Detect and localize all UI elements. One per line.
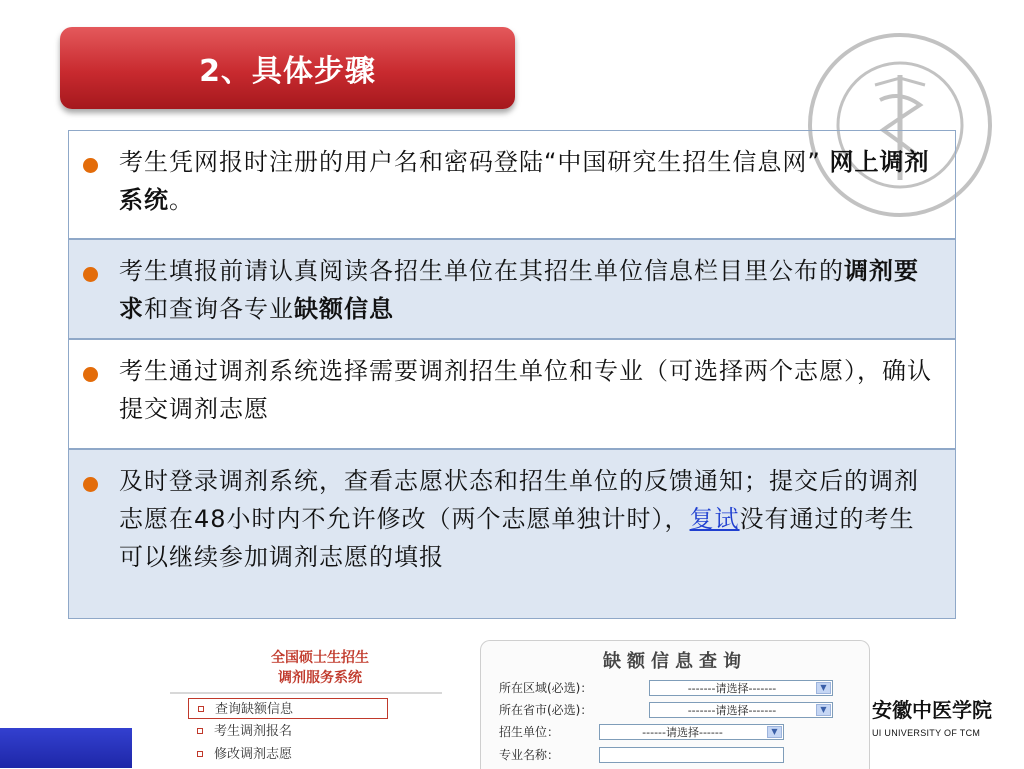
step-2-middle: 和查询各专业: [144, 295, 294, 323]
menu-item-apply[interactable]: 考生调剂报名: [188, 721, 388, 742]
step-2-bold-requirements: 调剂要求: [119, 257, 919, 323]
chevron-down-icon: ▼: [767, 726, 782, 738]
university-logo: [872, 690, 1024, 750]
logo-english: UI UNIVERSITY OF TCM: [872, 728, 981, 738]
unit-select[interactable]: ------请选择------ ▼: [599, 724, 784, 740]
bullet-icon: [83, 158, 98, 173]
step-4-text: 及时登录调剂系统，查看志愿状态和招生单位的反馈通知；提交后的调剂志愿在48小时内不允许修改（两个志愿单独计时），: [119, 467, 919, 533]
divider: [170, 692, 442, 694]
step-3-text: 考生通过调剂系统选择需要调剂招生单位和专业（可选择两个志愿），确认提交调剂志愿: [119, 357, 932, 423]
menu-item-modify[interactable]: 修改调剂志愿: [188, 744, 388, 765]
province-select[interactable]: -------请选择------- ▼: [649, 702, 833, 718]
system-menu-screenshot: [170, 640, 442, 768]
chevron-down-icon: ▼: [816, 682, 831, 694]
step-2-bold-vacancy: 缺额信息: [294, 295, 394, 323]
bullet-icon: [83, 267, 98, 282]
step-4-end: 没有通过的考生可以继续参加调剂志愿的填报: [119, 505, 915, 571]
retest-link[interactable]: 复试: [689, 505, 740, 533]
step-row-4: [69, 448, 955, 618]
bullet-icon: [83, 367, 98, 382]
unit-label: 招生单位：: [499, 725, 560, 739]
step-row-3: [69, 338, 955, 448]
square-bullet-icon: [198, 706, 204, 712]
title-banner: [60, 27, 515, 109]
menu-title-line2: 调剂服务系统: [278, 670, 362, 686]
major-label: 专业名称：: [499, 748, 560, 762]
region-label: 所在区域(必选)：: [499, 681, 593, 695]
square-bullet-icon: [197, 728, 203, 734]
step-row-1: [69, 131, 955, 238]
menu-item-query-vacancy[interactable]: 查询缺额信息: [188, 698, 388, 719]
province-label: 所在省市(必选)：: [499, 703, 593, 717]
square-bullet-icon: [197, 751, 203, 757]
logo-chinese: 安徽中医学院: [872, 698, 992, 722]
decorative-block: [0, 728, 132, 768]
bullet-icon: [83, 477, 98, 492]
step-1-end: 。: [169, 186, 194, 214]
step-1-bold: 网上调剂系统: [119, 148, 930, 214]
steps-table: [68, 130, 956, 619]
menu-title-line1: 全国硕士生招生: [271, 650, 369, 666]
query-title: 缺额信息查询: [603, 651, 747, 672]
step-2-text: 考生填报前请认真阅读各招生单位在其招生单位信息栏目里公布的: [119, 257, 844, 285]
slide-title: 2、具体步骤: [199, 54, 376, 89]
major-input[interactable]: [599, 747, 784, 763]
vacancy-query-screenshot: [480, 640, 870, 769]
chevron-down-icon: ▼: [816, 704, 831, 716]
step-row-2: [69, 238, 955, 338]
region-select[interactable]: -------请选择------- ▼: [649, 680, 833, 696]
step-1-text: 考生凭网报时注册的用户名和密码登陆“中国研究生招生信息网”: [119, 148, 830, 176]
